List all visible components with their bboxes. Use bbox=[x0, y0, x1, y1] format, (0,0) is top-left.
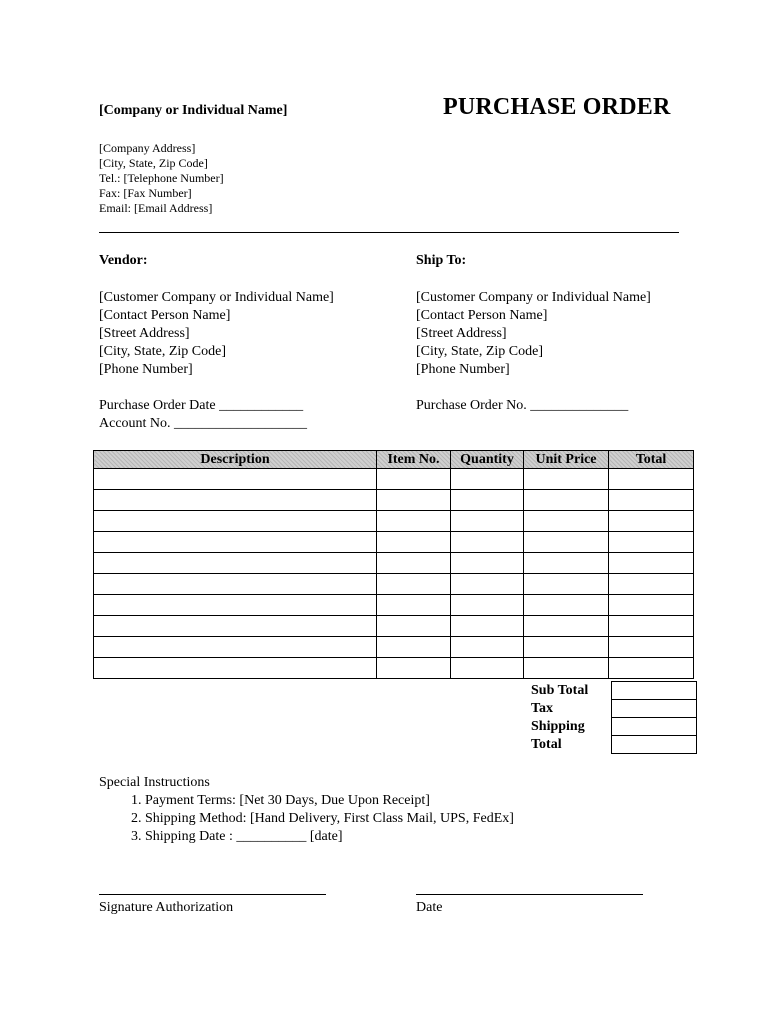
table-row bbox=[94, 469, 694, 490]
special-instructions-list bbox=[99, 792, 514, 846]
table-cell[interactable] bbox=[94, 469, 377, 490]
table-cell[interactable] bbox=[451, 490, 524, 511]
table-row bbox=[94, 616, 694, 637]
table-cell[interactable] bbox=[94, 595, 377, 616]
table-row bbox=[94, 637, 694, 658]
table-row bbox=[94, 658, 694, 679]
vendor-company-line: [Customer Company or Individual Name] bbox=[99, 290, 334, 305]
table-cell[interactable] bbox=[524, 658, 609, 679]
table-cell[interactable] bbox=[377, 532, 451, 553]
header-divider bbox=[99, 232, 679, 233]
table-cell[interactable] bbox=[524, 511, 609, 532]
city-state-zip-line: [City, State, Zip Code] bbox=[99, 156, 208, 170]
ship-to-company-line: [Customer Company or Individual Name] bbox=[416, 290, 651, 305]
shipping-date-item: 3. Shipping Date : __________ [date] bbox=[145, 828, 514, 846]
shipping-row bbox=[528, 718, 697, 736]
table-cell[interactable] bbox=[94, 511, 377, 532]
ship-to-heading: Ship To: bbox=[416, 253, 467, 268]
table-cell[interactable] bbox=[377, 637, 451, 658]
column-header-total: Total bbox=[609, 451, 694, 469]
shipping-method-item: 2. Shipping Method: [Hand Delivery, First Class Mail, UPS, FedEx] bbox=[145, 810, 514, 828]
ship-to-street-line: [Street Address] bbox=[416, 326, 507, 341]
table-cell[interactable] bbox=[451, 532, 524, 553]
table-cell[interactable] bbox=[377, 574, 451, 595]
special-instructions bbox=[99, 774, 514, 846]
table-cell[interactable] bbox=[451, 658, 524, 679]
table-cell[interactable] bbox=[94, 637, 377, 658]
ship-to-city-line: [City, State, Zip Code] bbox=[416, 344, 544, 359]
vendor-street-line: [Street Address] bbox=[99, 326, 190, 341]
purchase-order-number-field[interactable]: Purchase Order No. ______________ bbox=[416, 398, 629, 413]
table-cell[interactable] bbox=[377, 658, 451, 679]
table-cell[interactable] bbox=[451, 574, 524, 595]
tax-label: Tax bbox=[531, 700, 554, 716]
subtotal-cell[interactable] bbox=[612, 682, 697, 700]
table-row bbox=[94, 532, 694, 553]
table-cell[interactable] bbox=[609, 469, 694, 490]
table-cell[interactable] bbox=[94, 532, 377, 553]
table-cell[interactable] bbox=[524, 469, 609, 490]
table-cell[interactable] bbox=[377, 511, 451, 532]
table-cell[interactable] bbox=[609, 658, 694, 679]
table-cell[interactable] bbox=[609, 574, 694, 595]
total-label: Total bbox=[531, 736, 562, 752]
column-header-unit-price: Unit Price bbox=[524, 451, 609, 469]
table-cell[interactable] bbox=[94, 490, 377, 511]
table-cell[interactable] bbox=[94, 553, 377, 574]
address-line: [Company Address] bbox=[99, 141, 196, 155]
table-row bbox=[94, 490, 694, 511]
date-line[interactable] bbox=[416, 894, 643, 895]
table-cell[interactable] bbox=[377, 595, 451, 616]
fax-line: Fax: [Fax Number] bbox=[99, 186, 192, 200]
table-cell[interactable] bbox=[524, 532, 609, 553]
table-cell[interactable] bbox=[524, 553, 609, 574]
table-cell[interactable] bbox=[524, 574, 609, 595]
table-cell[interactable] bbox=[451, 469, 524, 490]
special-instructions-heading: Special Instructions bbox=[99, 775, 210, 790]
table-cell[interactable] bbox=[451, 616, 524, 637]
shipping-label: Shipping bbox=[531, 718, 585, 734]
table-row bbox=[94, 574, 694, 595]
shipping-cell[interactable] bbox=[612, 718, 697, 736]
signature-line[interactable] bbox=[99, 894, 326, 895]
subtotal-label: Sub Total bbox=[531, 682, 589, 698]
table-cell[interactable] bbox=[609, 532, 694, 553]
table-row bbox=[94, 553, 694, 574]
ship-to-contact-line: [Contact Person Name] bbox=[416, 308, 548, 323]
column-header-item-no: Item No. bbox=[377, 451, 451, 469]
table-cell[interactable] bbox=[94, 658, 377, 679]
table-cell[interactable] bbox=[524, 490, 609, 511]
table-cell[interactable] bbox=[377, 490, 451, 511]
vendor-phone-line: [Phone Number] bbox=[99, 362, 193, 377]
table-cell[interactable] bbox=[94, 616, 377, 637]
table-cell[interactable] bbox=[451, 553, 524, 574]
telephone-line: Tel.: [Telephone Number] bbox=[99, 171, 224, 185]
account-number-field[interactable]: Account No. ___________________ bbox=[99, 416, 308, 431]
payment-terms-item: 1. Payment Terms: [Net 30 Days, Due Upon Receipt] bbox=[145, 792, 514, 810]
table-cell[interactable] bbox=[609, 637, 694, 658]
vendor-heading: Vendor: bbox=[99, 253, 148, 268]
table-cell[interactable] bbox=[94, 574, 377, 595]
table-cell[interactable] bbox=[609, 553, 694, 574]
table-cell[interactable] bbox=[377, 616, 451, 637]
table-cell[interactable] bbox=[609, 595, 694, 616]
table-cell[interactable] bbox=[524, 595, 609, 616]
vendor-contact-line: [Contact Person Name] bbox=[99, 308, 231, 323]
purchase-order-date-field[interactable]: Purchase Order Date ____________ bbox=[99, 398, 304, 413]
ship-to-block bbox=[416, 289, 651, 379]
vendor-block bbox=[99, 289, 334, 379]
tax-cell[interactable] bbox=[612, 700, 697, 718]
company-name: [Company or Individual Name] bbox=[99, 103, 288, 118]
table-row bbox=[94, 511, 694, 532]
table-cell[interactable] bbox=[524, 616, 609, 637]
table-cell[interactable] bbox=[451, 595, 524, 616]
vendor-city-line: [City, State, Zip Code] bbox=[99, 344, 227, 359]
column-header-description: Description bbox=[94, 451, 377, 469]
line-items-body bbox=[94, 469, 694, 679]
ship-to-phone-line: [Phone Number] bbox=[416, 362, 510, 377]
subtotal-row bbox=[528, 682, 697, 700]
table-cell[interactable] bbox=[524, 637, 609, 658]
table-cell[interactable] bbox=[377, 553, 451, 574]
totals-table bbox=[528, 681, 697, 754]
line-items-table bbox=[93, 450, 694, 679]
document-title: PURCHASE ORDER bbox=[443, 94, 671, 120]
table-cell[interactable] bbox=[609, 616, 694, 637]
company-address-block bbox=[99, 141, 224, 216]
table-row bbox=[94, 595, 694, 616]
total-cell[interactable] bbox=[612, 736, 697, 754]
table-cell[interactable] bbox=[609, 490, 694, 511]
column-header-quantity: Quantity bbox=[451, 451, 524, 469]
total-row bbox=[528, 736, 697, 754]
table-cell[interactable] bbox=[451, 511, 524, 532]
email-line: Email: [Email Address] bbox=[99, 201, 213, 215]
table-cell[interactable] bbox=[377, 469, 451, 490]
table-cell[interactable] bbox=[609, 511, 694, 532]
signature-authorization-label: Signature Authorization bbox=[99, 900, 234, 915]
tax-row bbox=[528, 700, 697, 718]
table-header-row bbox=[94, 451, 694, 469]
table-cell[interactable] bbox=[451, 637, 524, 658]
date-label: Date bbox=[416, 900, 443, 915]
